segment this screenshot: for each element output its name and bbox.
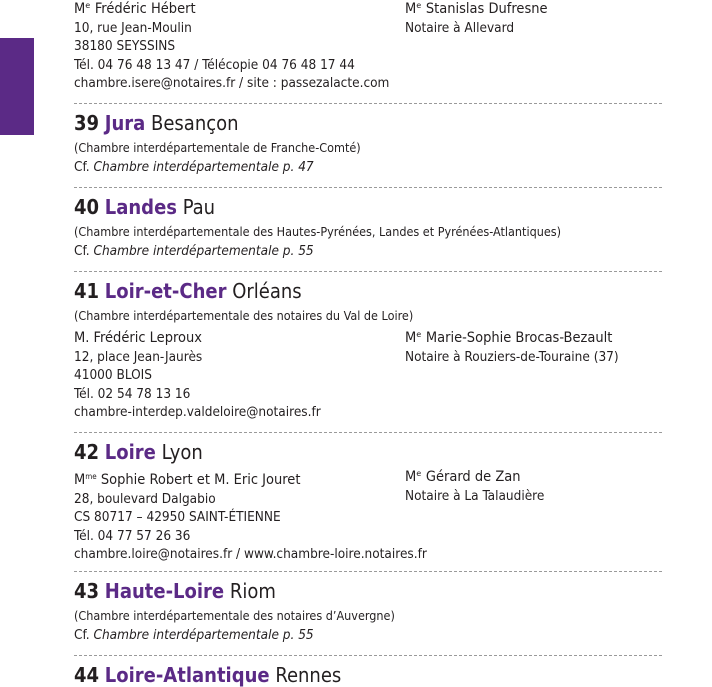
isere-city: 38180 SEYSSINS [74,38,176,54]
loiretcher-second-role: Notaire à Rouziers-de-Touraine (37) [405,348,619,365]
loire-second [405,468,665,505]
isere-second-name: Mᵉ Stanislas Dufresne [405,1,548,17]
loiretcher-president [74,329,404,422]
separator [74,187,662,188]
hauteloire-chambre: (Chambre interdépartementale des notaires d’Auvergne) [74,608,395,623]
jura-cf-ref: Chambre interdépartementale p. 47 [93,159,314,175]
separator [74,103,662,104]
loiretcher-number: 41 [74,279,100,303]
isere-second [405,0,665,37]
hauteloire-department: Haute-Loire [104,579,225,603]
hauteloire-number: 43 [74,579,100,603]
isere-phone: Tél. 04 76 48 13 47 / Télécopie 04 76 48 17 44 [74,56,355,73]
isere-address: 10, rue Jean-Moulin [74,19,192,36]
loire-second-role: Notaire à La Talaudière [405,487,545,504]
landes-cf-ref: Chambre interdépartementale p. 55 [93,243,314,259]
separator [74,655,662,656]
loireatl-department: Loire-Atlantique [104,663,270,687]
loireatl-city: Rennes [275,663,342,687]
loiretcher-city-line: 41000 BLOIS [74,367,152,383]
loiretcher-email: chambre-interdep.valdeloire@notaires.fr [74,404,321,420]
loire-president-name [74,468,404,490]
loire-number: 42 [74,440,100,464]
jura-cf [74,158,314,177]
hauteloire-heading [74,579,276,603]
isere-president [74,0,404,93]
hauteloire-city: Riom [229,579,276,603]
jura-department: Jura [104,111,146,135]
separator [74,271,662,272]
isere-president-name: Mᵉ Frédéric Hébert [74,1,196,17]
hauteloire-cf-prefix: Cf. [74,627,90,643]
hauteloire-cf [74,626,314,645]
loire-city: Lyon [161,440,203,464]
loire-postal: CS 80717 – 42950 SAINT-ÉTIENNE [74,509,281,525]
loire-address: 28, boulevard Dalgabio [74,490,216,507]
jura-city: Besançon [151,111,239,135]
separator [74,571,662,572]
loiretcher-address: 12, place Jean-Jaurès [74,348,203,365]
jura-heading [74,111,239,135]
loire-title-rest: Sophie Robert et M. Eric Jouret [96,472,301,488]
loiretcher-president-name: M. Frédéric Leproux [74,330,203,346]
landes-heading [74,195,215,219]
loiretcher-second-name: Mᵉ Marie-Sophie Brocas-Bezault [405,330,613,346]
landes-department: Landes [104,195,177,219]
loire-heading [74,440,203,464]
loire-title-sup: me [85,472,97,481]
loireatl-number: 44 [74,663,100,687]
loiretcher-second [405,329,665,366]
separator [74,432,662,433]
jura-cf-prefix: Cf. [74,159,90,175]
isere-second-role: Notaire à Allevard [405,19,515,36]
landes-number: 40 [74,195,100,219]
loire-department: Loire [104,440,156,464]
chapter-tab-marker [0,38,34,135]
landes-city: Pau [182,195,216,219]
loiretcher-city: Orléans [232,279,302,303]
loiretcher-department: Loir-et-Cher [104,279,227,303]
loire-president [74,468,427,564]
landes-cf-prefix: Cf. [74,243,90,259]
loireatl-heading [74,663,341,687]
loire-second-name: Mᵉ Gérard de Zan [405,469,521,485]
landes-chambre: (Chambre interdépartementale des Hautes-Pyrénées, Landes et Pyrénées-Atlantiques) [74,224,562,239]
isere-contact: chambre.isere@notaires.fr / site : passezalacte.com [74,75,390,91]
jura-number: 39 [74,111,100,135]
loire-title-prefix: M [74,472,86,488]
loire-contact: chambre.loire@notaires.fr / www.chambre-loire.notaires.fr [74,546,427,562]
loiretcher-chambre: (Chambre interdépartementale des notaires du Val de Loire) [74,308,414,323]
loiretcher-heading [74,279,302,303]
loire-phone: Tél. 04 77 57 26 36 [74,527,191,544]
hauteloire-cf-ref: Chambre interdépartementale p. 55 [93,627,314,643]
landes-cf [74,242,314,261]
jura-chambre: (Chambre interdépartementale de Franche-Comté) [74,140,361,155]
loiretcher-phone: Tél. 02 54 78 13 16 [74,385,191,402]
